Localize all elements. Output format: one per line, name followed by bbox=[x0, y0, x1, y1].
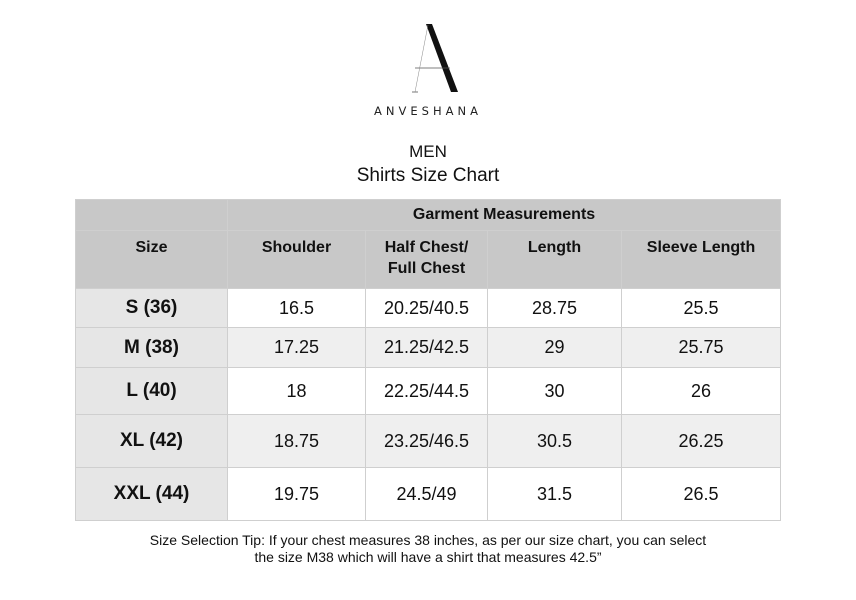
anveshana-logo-icon bbox=[410, 22, 466, 96]
shoulder-cell: 16.5 bbox=[228, 289, 366, 328]
length-cell: 31.5 bbox=[488, 468, 622, 521]
column-header-chest-line1: Half Chest/ bbox=[384, 239, 469, 256]
table-row bbox=[76, 289, 781, 328]
column-header-sleeve-length: Sleeve Length bbox=[622, 231, 781, 289]
size-cell: M (38) bbox=[76, 328, 228, 368]
sleeve-cell: 26.25 bbox=[622, 415, 781, 468]
size-table bbox=[75, 199, 781, 521]
shoulder-cell: 17.25 bbox=[228, 328, 366, 368]
length-cell: 29 bbox=[488, 328, 622, 368]
group-header: Garment Measurements bbox=[228, 200, 781, 231]
size-selection-tip bbox=[0, 532, 856, 566]
column-header-size: Size bbox=[76, 231, 228, 289]
shoulder-cell: 18.75 bbox=[228, 415, 366, 468]
size-cell: S (36) bbox=[76, 289, 228, 328]
shoulder-cell: 19.75 bbox=[228, 468, 366, 521]
sleeve-cell: 25.5 bbox=[622, 289, 781, 328]
chest-cell: 24.5/49 bbox=[366, 468, 488, 521]
brand-name: ANVESHANA bbox=[374, 104, 482, 118]
table-row bbox=[76, 415, 781, 468]
size-cell: XL (42) bbox=[76, 415, 228, 468]
page-title: Shirts Size Chart bbox=[356, 165, 500, 186]
size-cell: L (40) bbox=[76, 368, 228, 415]
group-header-blank bbox=[76, 200, 228, 231]
chest-cell: 22.25/44.5 bbox=[366, 368, 488, 415]
tip-line-2: the size M38 which will have a shirt that measures 42.5” bbox=[254, 549, 602, 565]
sleeve-cell: 25.75 bbox=[622, 328, 781, 368]
shoulder-cell: 18 bbox=[228, 368, 366, 415]
size-cell: XXL (44) bbox=[76, 468, 228, 521]
tip-line-1: Size Selection Tip: If your chest measures 38 inches, as per our size chart, you can select bbox=[149, 532, 707, 548]
group-header-row bbox=[76, 200, 781, 231]
length-cell: 28.75 bbox=[488, 289, 622, 328]
table-row bbox=[76, 468, 781, 521]
column-header-chest-line2: Full Chest bbox=[387, 260, 466, 277]
category-label: MEN bbox=[409, 142, 447, 161]
length-cell: 30.5 bbox=[488, 415, 622, 468]
table-row bbox=[76, 328, 781, 368]
chest-cell: 21.25/42.5 bbox=[366, 328, 488, 368]
table-row bbox=[76, 368, 781, 415]
sleeve-cell: 26 bbox=[622, 368, 781, 415]
sleeve-cell: 26.5 bbox=[622, 468, 781, 521]
column-header-row bbox=[76, 231, 781, 289]
column-header-shoulder: Shoulder bbox=[228, 231, 366, 289]
column-header-length: Length bbox=[488, 231, 622, 289]
column-header-chest bbox=[366, 231, 488, 289]
length-cell: 30 bbox=[488, 368, 622, 415]
chest-cell: 23.25/46.5 bbox=[366, 415, 488, 468]
chest-cell: 20.25/40.5 bbox=[366, 289, 488, 328]
